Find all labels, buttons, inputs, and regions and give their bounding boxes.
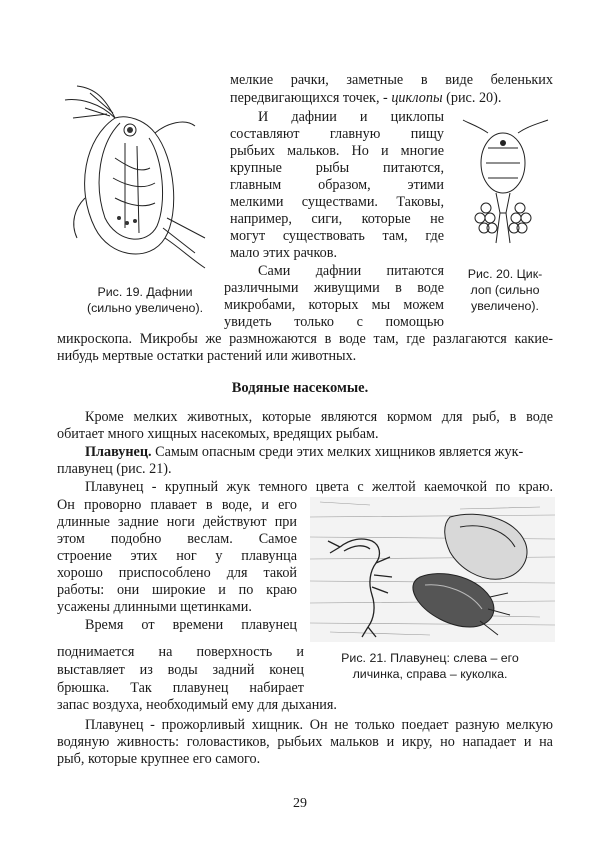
text-line: увидеть только с помощью [224,314,444,330]
text-line: хорошо приспособлено для такой [57,565,297,581]
fig20-caption: Рис. 20. Цик- лоп (сильно увеличено). [467,267,543,313]
text-line: водяную живность: головастиков, рыбьих мальков и икру, но нападает и на [57,734,553,750]
daphnia-illustration [55,78,220,278]
text-line: главным образом, этими [230,177,444,193]
text-line: плавунец (рис. 21). [57,461,172,477]
page-number: 29 [293,796,307,811]
text-line: например, сиги, которые не [230,211,444,227]
text-line: Время от времени плавунец [85,617,297,633]
text-line: нибудь мертвые остатки растений или животных. [57,348,357,364]
text-line: составляют главную пищу [230,126,444,142]
text-line: поднимается на поверхность и [57,644,304,660]
text-line: Плавунец. Самым опасным среди этих мелких хищников является жук- [85,444,524,460]
text-line: мелкими существами. Таковы, [230,194,444,210]
cyclops-illustration [458,118,553,258]
text-line: И дафнии и циклопы [258,109,444,125]
text-line: передвигающихся точек, - циклопы (рис. 20). [230,90,502,106]
text-line: Сами дафнии питаются [258,263,444,279]
text-line: Он проворно плавает в воде, и его [57,497,297,513]
text-line: различными живущими в воде [224,280,444,296]
text-line: строение этих ног у плавунца [57,548,297,564]
text-line: этом подобно веслам. Самое [57,531,297,547]
text-line: работы: они широкие и по краю [57,582,297,598]
fig19-caption: Рис. 19. Дафнии (сильно увеличено). [86,285,204,315]
text-line: выставляет из воды задний конец [57,662,304,678]
text-line: Кроме мелких животных, которые являются кормом для рыб, в воде [85,409,553,425]
text-line: мало этих рачков. [230,245,338,261]
text-line: длинные задние ноги действуют при [57,514,297,530]
diving-beetle-illustration [310,497,555,642]
text-line: запас воздуха, необходимый ему для дыхания. [57,697,337,713]
text-line: брюшка. Так плавунец набирает [57,680,304,696]
text-line: крупные рыбы питаются, [230,160,444,176]
section-heading: Водяные насекомые. [231,380,369,396]
text-line: микроскопа. Микробы же размножаются в воде там, где разлагаются какие- [57,331,553,347]
text-line: рыб, которые крупнее его самого. [57,751,261,767]
text-line: рыбьих мальков. Но и многие [230,143,444,159]
text-line: Плавунец - прожорливый хищник. Он не только поедает разную мелкую [85,717,553,733]
text-line: мелкие рачки, заметные в виде беленьких [230,72,553,88]
text-line: усажены длинными щетинками. [57,599,252,615]
fig21-caption: Рис. 21. Плавунец: слева – его личинка, справа – куколка. [341,651,519,681]
text-line: могут существовать там, где [230,228,444,244]
text-line: обитает много хищных насекомых, вредящих рыбам. [57,426,379,442]
text-line: Плавунец - крупный жук темного цвета с желтой каемочкой по краю. [85,479,553,495]
text-line: микробами, которых мы можем [224,297,444,313]
